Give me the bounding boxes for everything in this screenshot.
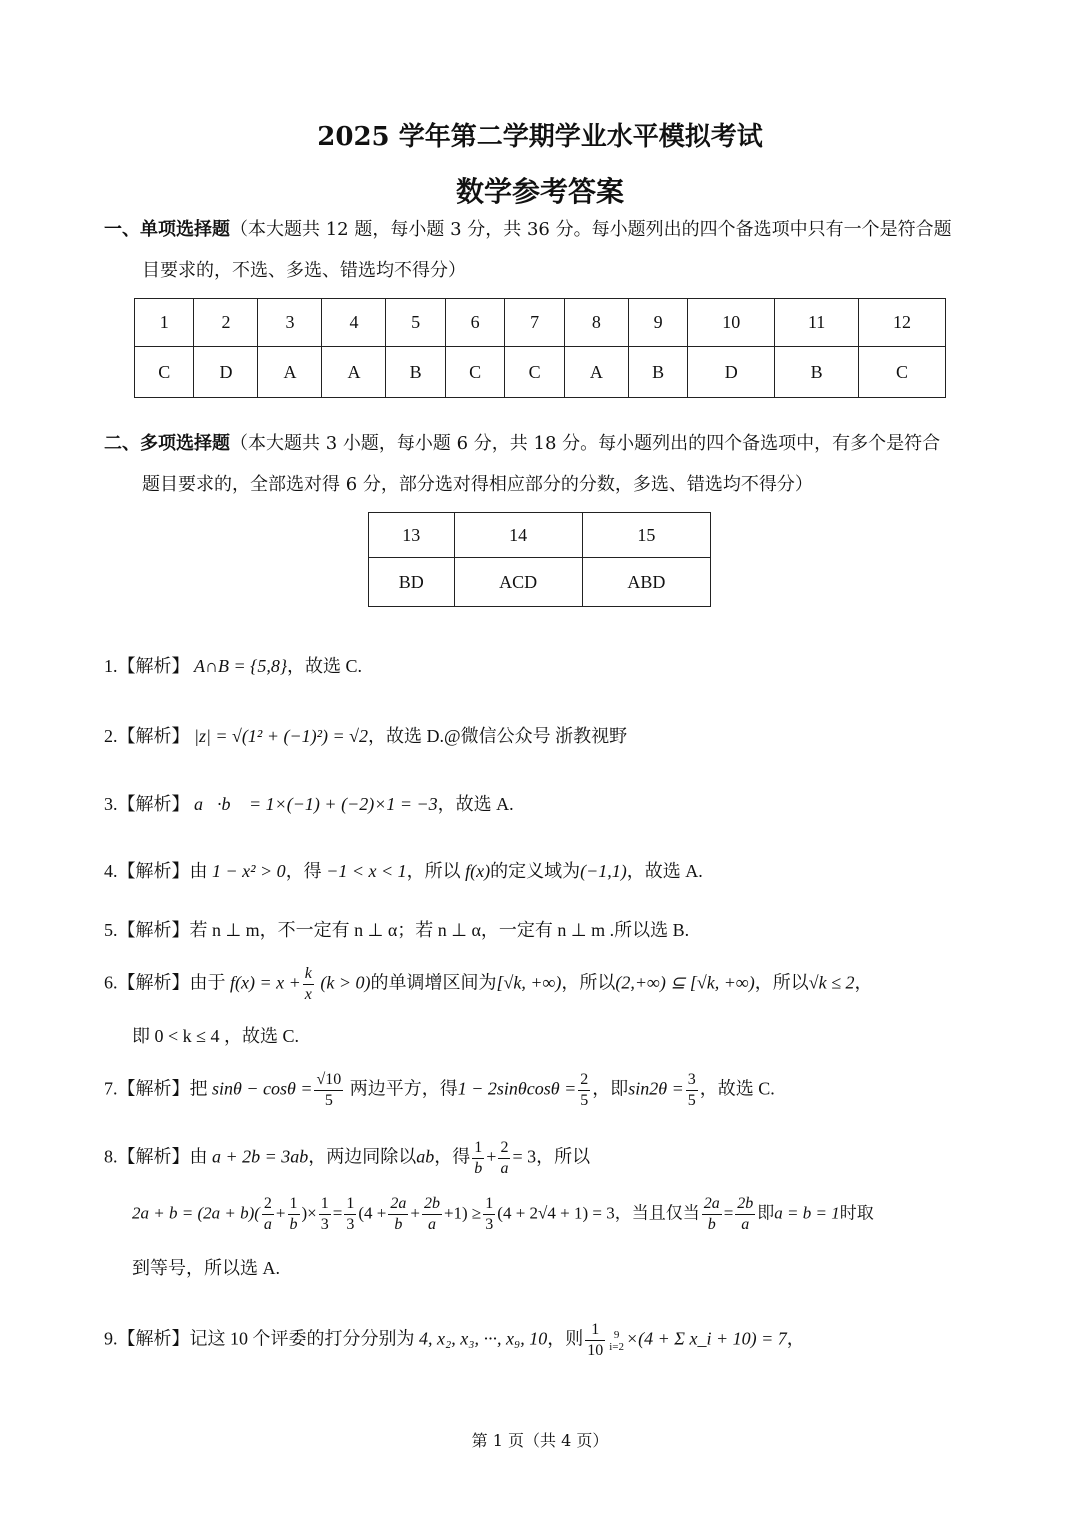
fraction-denominator: a	[263, 1216, 272, 1233]
solution-text: ，当且仅当	[614, 1203, 700, 1223]
answer-table-multi-answers	[369, 558, 711, 607]
q-num: 6	[445, 299, 504, 347]
solution-5	[104, 916, 689, 942]
solution-6-line2: 即 0 < k ≤ 4 ，故选 C.	[132, 1026, 300, 1046]
solution-math: +	[486, 1146, 497, 1167]
solution-math: 2a + b = (2a + b)(	[132, 1203, 260, 1223]
fraction	[483, 1194, 495, 1235]
solution-text: ，则	[547, 1328, 584, 1349]
solution-number: 6.	[104, 972, 118, 993]
solution-text: ，所以	[754, 972, 809, 993]
fraction	[472, 1138, 484, 1179]
solution-text: 时取	[839, 1203, 874, 1223]
fraction-denominator: 5	[687, 1092, 696, 1109]
q-num: 8	[564, 299, 628, 347]
solution-math: 1 − x² > 0	[212, 861, 286, 881]
solution-8	[104, 1138, 590, 1179]
page-subtitle: 数学参考答案	[455, 175, 624, 208]
summation-limits	[609, 1329, 624, 1353]
q-answer: A	[322, 347, 386, 398]
q-num: 12	[859, 299, 946, 347]
solution-text: ，故选 D.@微信公众号 浙教视野	[368, 726, 628, 746]
fraction	[288, 1194, 300, 1235]
solution-text: ，	[854, 972, 873, 993]
solution-number: 8.	[104, 1146, 118, 1167]
section1-heading-line	[104, 212, 952, 248]
solution-text: ，故选 C.	[699, 1078, 775, 1099]
solution-8-line3: 到等号，所以选 A.	[132, 1258, 280, 1278]
solution-text: ，得	[285, 861, 322, 881]
fraction-numerator: 2a	[702, 1194, 722, 1215]
fraction	[319, 1194, 331, 1235]
fraction-numerator: k	[303, 964, 314, 985]
fraction-denominator: 10	[587, 1342, 604, 1359]
solution-math: (4 + 2√4 + 1) = 3	[497, 1203, 615, 1223]
solution-text: 记这 10 个评委的打分分别为	[189, 1328, 415, 1349]
solution-math: sinθ − cosθ =	[212, 1078, 313, 1099]
q-num: 7	[505, 299, 564, 347]
fraction-denominator: 5	[324, 1092, 333, 1109]
fraction	[388, 1194, 408, 1235]
fraction-numerator: 2	[498, 1138, 510, 1159]
fraction-denominator: b	[289, 1216, 298, 1233]
solution-math: =	[332, 1203, 343, 1223]
fraction-denominator: b	[474, 1160, 483, 1177]
q-answer: BD	[369, 558, 455, 607]
solution-tag: 【解析】	[117, 972, 190, 994]
fraction-numerator: 2	[262, 1194, 274, 1215]
solution-math: ×(4 + Σ x_i + 10) = 7	[626, 1328, 787, 1349]
solution-math: (k > 0)	[320, 972, 371, 993]
section1-heading: 一、单项选择题	[104, 219, 230, 240]
q-num: 1	[135, 299, 194, 347]
q-answer: B	[775, 347, 859, 398]
fraction	[344, 1194, 356, 1235]
fraction-denominator: 3	[485, 1216, 494, 1233]
solution-text: 两边平方，得	[349, 1078, 458, 1099]
fraction-numerator: 1	[288, 1194, 300, 1215]
fraction-denominator: 3	[346, 1216, 355, 1233]
solution-text: ，得	[434, 1146, 471, 1167]
summation-lower: i=2	[609, 1340, 625, 1353]
answer-table-single-answers	[135, 347, 946, 398]
section2-heading: 二、多项选择题	[104, 433, 230, 454]
solution-math: f(x)	[465, 861, 491, 881]
solution-math: (2,+∞) ⊆ [√k, +∞)	[615, 972, 755, 993]
solution-math: A∩B = {5,8}	[194, 656, 288, 676]
solution-tag: 【解析】	[117, 1146, 190, 1168]
solution-tag: 【解析】	[117, 1328, 190, 1350]
fraction-numerator: 1	[319, 1194, 331, 1215]
fraction-denominator: a	[427, 1216, 436, 1233]
section2-heading-line	[104, 426, 940, 462]
fraction	[702, 1194, 722, 1235]
q-answer: C	[859, 347, 946, 398]
solution-math: 1 − 2sinθcosθ =	[457, 1078, 577, 1099]
solution-math: a⃗·b⃗ = 1×(−1) + (−2)×1 = −3	[194, 794, 438, 814]
q-num: 2	[194, 299, 258, 347]
solution-math: = 3	[512, 1146, 537, 1167]
q-answer: ACD	[454, 558, 582, 607]
q-num: 15	[582, 513, 710, 558]
solution-3	[104, 790, 514, 816]
q-num: 11	[775, 299, 859, 347]
solution-text: 若 n ⊥ m，不一定有 n ⊥ α；若 n ⊥ α，一定有 n ⊥ m .所以选 B.	[189, 920, 690, 940]
fraction-denominator: a	[741, 1216, 750, 1233]
solution-text: ，所以	[406, 861, 461, 881]
solution-tag: 【解析】	[117, 794, 190, 815]
solution-text: 把	[189, 1078, 208, 1099]
fraction-denominator: 3	[320, 1216, 329, 1233]
section1-desc-1: （本大题共 12 题，每小题 3 分，共 36 分。每小题列出的四个备选项中只有一个是符合题	[230, 219, 952, 240]
solution-4	[104, 857, 703, 883]
summation-upper: 9	[613, 1328, 620, 1341]
section2-desc-2: 题目要求的，全部选对得 6 分，部分选对得相应部分的分数，多选、错选均不得分）	[142, 474, 813, 495]
solution-text: ，	[786, 1328, 805, 1349]
q-answer: C	[445, 347, 504, 398]
fraction	[303, 964, 314, 1005]
solution-7	[104, 1070, 775, 1111]
answer-table-multi-numbers	[369, 513, 711, 558]
q-num: 3	[258, 299, 322, 347]
fraction	[735, 1194, 755, 1235]
solution-8-line2: 2a + b = (2a + b)( $\frac{2}{a}$ + $\frac{1}{b}$ )× $\frac{1}{3}$ = $\frac{1}{3}$ (4 + $\frac{2a}{b}$ + $\frac{2b}{a}$ +1) ≥ $\frac{1}{3}$ (4 + 2√4 + 1) = 3，当且仅当 $\frac{2a}{b}$ = $\frac{2b}{a}$ 即a = b = 1时取	[132, 1195, 874, 1233]
solution-math: ab	[416, 1146, 435, 1167]
fraction-numerator: 2a	[388, 1194, 408, 1215]
fraction-numerator: 1	[585, 1320, 605, 1341]
solution-math: |z| = √(1² + (−1)²) = √2	[194, 726, 369, 746]
q-answer: C	[135, 347, 194, 398]
solution-9	[104, 1320, 805, 1361]
fraction	[578, 1070, 590, 1111]
q-answer: B	[386, 347, 445, 398]
solution-tag: 【解析】	[117, 1078, 190, 1100]
solution-math: =	[723, 1203, 734, 1223]
solution-math: f(x) = x +	[230, 972, 301, 993]
solution-text: 由于	[189, 972, 226, 993]
page-footer: 第 1 页（共 4 页）	[471, 1431, 609, 1450]
fraction-numerator: 1	[472, 1138, 484, 1159]
q-num: 4	[322, 299, 386, 347]
solution-tag: 【解析】	[117, 920, 190, 941]
q-answer: A	[564, 347, 628, 398]
fraction-numerator: 2b	[422, 1194, 442, 1215]
q-answer: C	[505, 347, 564, 398]
solution-number: 1.	[104, 656, 118, 676]
solution-number: 7.	[104, 1078, 118, 1099]
q-num: 5	[386, 299, 445, 347]
solution-math: (−1,1)	[580, 861, 627, 881]
solution-1	[104, 652, 362, 678]
fraction	[314, 1070, 343, 1111]
solution-number: 5.	[104, 920, 118, 940]
fraction-denominator: b	[394, 1216, 403, 1233]
fraction-numerator: √10	[314, 1070, 343, 1091]
solution-number: 4.	[104, 861, 118, 881]
fraction	[422, 1194, 442, 1235]
q-answer: A	[258, 347, 322, 398]
solution-math: −1 < x < 1	[326, 861, 407, 881]
q-answer: ABD	[582, 558, 710, 607]
solution-text: ，所以	[561, 972, 616, 993]
q-num: 13	[369, 513, 455, 558]
solution-text: 的定义域为	[490, 861, 581, 881]
solution-text: ，故选 A.	[437, 794, 514, 814]
solution-math: a + 2b = 3ab	[212, 1146, 309, 1167]
fraction-denominator: b	[707, 1216, 716, 1233]
answer-table-multi	[368, 512, 711, 607]
fraction	[262, 1194, 274, 1235]
solution-math: a = b = 1	[774, 1203, 840, 1223]
solution-math: (4 +	[358, 1203, 387, 1223]
answer-table-single	[134, 298, 946, 398]
solution-text: ，故选 C.	[287, 656, 363, 676]
solution-text: 的单调增区间为	[370, 972, 497, 993]
fraction-numerator: 2	[578, 1070, 590, 1091]
solution-text: ，所以	[536, 1146, 591, 1167]
solution-math: +1) ≥	[443, 1203, 482, 1223]
solution-tag: 【解析】	[117, 656, 190, 677]
fraction	[498, 1138, 510, 1179]
solution-text: ，即	[592, 1078, 629, 1099]
q-num: 9	[628, 299, 687, 347]
fraction-denominator: a	[500, 1160, 509, 1177]
fraction	[585, 1320, 605, 1361]
q-answer: D	[194, 347, 258, 398]
solution-math: sin2θ =	[628, 1078, 684, 1099]
solution-tag: 【解析】	[117, 861, 190, 882]
solution-math: )×	[301, 1203, 317, 1223]
solution-number: 3.	[104, 794, 118, 814]
solution-math: +	[410, 1203, 420, 1223]
q-answer: D	[688, 347, 775, 398]
solution-text: 由	[189, 861, 208, 881]
section1-desc-2: 目要求的，不选、多选、错选均不得分）	[142, 260, 466, 281]
section2-desc-1: （本大题共 3 小题，每小题 6 分，共 18 分。每小题列出的四个备选项中，有多个是符合	[230, 433, 941, 454]
solution-math: [√k, +∞)	[496, 972, 562, 993]
solution-text: ，故选 A.	[626, 861, 703, 881]
answer-table-single-numbers	[135, 299, 946, 347]
solution-math: 4, x₂, x₃, ···, x₉, 10	[419, 1328, 548, 1349]
fraction-denominator: x	[304, 986, 312, 1003]
solution-number: 9.	[104, 1328, 118, 1349]
fraction-numerator: 1	[344, 1194, 356, 1215]
solution-text: 由	[189, 1146, 208, 1167]
solution-tag: 【解析】	[117, 726, 190, 747]
q-num: 14	[454, 513, 582, 558]
fraction-numerator: 3	[686, 1070, 698, 1091]
q-num: 10	[688, 299, 775, 347]
solution-6	[104, 964, 873, 1005]
fraction-numerator: 1	[483, 1194, 495, 1215]
fraction	[686, 1070, 698, 1111]
solution-2	[104, 722, 627, 748]
solution-text: ，两边同除以	[308, 1146, 417, 1167]
solution-math: √k ≤ 2	[808, 972, 855, 993]
fraction-numerator: 2b	[735, 1194, 755, 1215]
page-title: 2025 学年第二学期学业水平模拟考试	[317, 122, 763, 152]
fraction-denominator: 5	[580, 1092, 589, 1109]
solution-number: 2.	[104, 726, 118, 746]
solution-text: 即	[757, 1203, 775, 1223]
q-answer: B	[628, 347, 687, 398]
